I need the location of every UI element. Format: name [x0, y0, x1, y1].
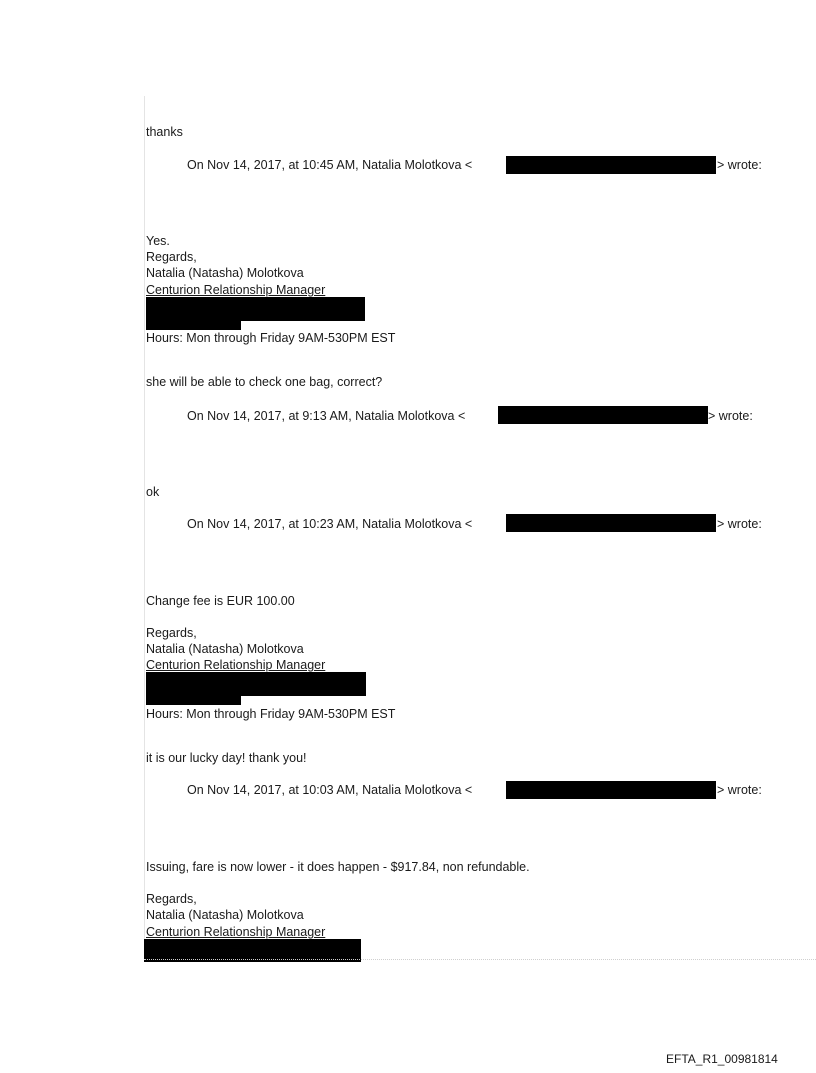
signature-title: Centurion Relationship Manager: [146, 283, 326, 297]
signature-name: Natalia (Natasha) Molotkova: [146, 642, 304, 656]
signature-title: Centurion Relationship Manager: [146, 925, 326, 939]
message-body: Yes.: [146, 234, 170, 248]
message-body: Issuing, fare is now lower - it does happen - $917.84, non refundable.: [146, 860, 530, 874]
message-body: Change fee is EUR 100.00: [146, 594, 295, 608]
reply-header-suffix: > wrote:: [708, 409, 753, 423]
signature-title: Centurion Relationship Manager: [146, 658, 326, 672]
redaction-block: [146, 320, 241, 330]
message-body: she will be able to check one bag, correct?: [146, 375, 383, 389]
reply-header-suffix: > wrote:: [717, 517, 762, 531]
page-divider: [144, 959, 816, 960]
signature-name: Natalia (Natasha) Molotkova: [146, 266, 304, 280]
message-body: ok: [146, 485, 160, 499]
signature-regards: Regards,: [146, 892, 197, 906]
redaction-block: [146, 297, 365, 321]
signature-name: Natalia (Natasha) Molotkova: [146, 908, 304, 922]
redaction-block: [506, 156, 716, 174]
redaction-block: [506, 514, 716, 532]
reply-header: On Nov 14, 2017, at 10:03 AM, Natalia Molotkova <: [187, 783, 473, 797]
message-body: thanks: [146, 125, 183, 139]
redaction-block: [498, 406, 708, 424]
reply-header-suffix: > wrote:: [717, 783, 762, 797]
message-body: it is our lucky day! thank you!: [146, 751, 307, 765]
signature-hours: Hours: Mon through Friday 9AM-530PM EST: [146, 331, 396, 345]
signature-hours: Hours: Mon through Friday 9AM-530PM EST: [146, 707, 396, 721]
reply-header-suffix: > wrote:: [717, 158, 762, 172]
signature-regards: Regards,: [146, 250, 197, 264]
document-id: EFTA_R1_00981814: [666, 1052, 778, 1066]
reply-header: On Nov 14, 2017, at 10:23 AM, Natalia Molotkova <: [187, 517, 473, 531]
signature-regards: Regards,: [146, 626, 197, 640]
quote-border-line: [144, 96, 145, 958]
reply-header: On Nov 14, 2017, at 9:13 AM, Natalia Molotkova <: [187, 409, 466, 423]
reply-header: On Nov 14, 2017, at 10:45 AM, Natalia Molotkova <: [187, 158, 473, 172]
redaction-block: [506, 781, 716, 799]
redaction-block: [146, 695, 241, 705]
redaction-block: [146, 672, 366, 696]
